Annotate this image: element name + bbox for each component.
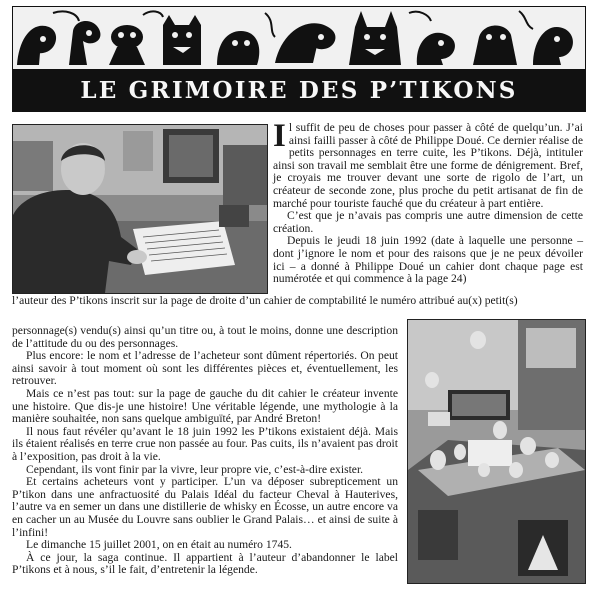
paragraph-4: Plus encore: le nom et l’adresse de l’acheteur sont dûment répertoriés. On peut ainsi savoir à tout moment où sont les différentes pièces et, éventuellement, les retrouver. [12,349,398,388]
paragraph-1: l suffit de peu de choses pour passer à côté de quelqu’un. J’ai ainsi failli passer à côté de Philippe Doué. Ce dernier réalise de petits personnages en terre cuite, les P’tikons. Déjà, intituler ainsi son travail me semblait être une forme de dénigrement. Bref, je croyais me trouver devant une sorte de rigolo de l’art, un créateur de seconde zone, plus proche du petit artisanat de fin de marché pour touriste fauché que du créateur à part entière. [273,121,583,210]
page-title: LE GRIMOIRE DES P’TIKONS [80,76,518,104]
paragraph-3-continued: l’auteur des P’tikons inscrit sur la page de droite d’un cahier de comptabilité le numéro attribué au(x) petit(s) [12,294,518,307]
paragraph-2: C’est que je n’avais pas compris une autre dimension de cette création. [273,209,583,235]
paragraph-5: Mais ce n’est pas tout: sur la page de gauche du dit cahier le créateur invente une histoire. Que dis-je une histoire! Une véritable légende, une mythologie à la manière souhaitée, non sans quelque ambiguïté, par André Breton! [12,386,398,426]
paragraph-10: À ce jour, la saga continue. Il appartient à l’auteur d’abandonner le label P’tikons et à nous, s’il le fait, d’entretenir la légende. [12,550,398,577]
paragraph-8: Et certains acheteurs vont y participer. L’un va déposer subrepticement un P’tikon dans une anfractuosité du Palais Idéal du facteur Cheval à Hauterives, l’autre va en semer un dans une distillerie de whisky en Écosse, un autre encore va en cacher un au Musée du Louvre sans oublier le Grand Palais… et ainsi de suite à l’infini! [12,475,398,539]
article-full-width-line [12,295,584,308]
figurines-photo [407,319,586,584]
paragraph-3: Depuis le jeudi 18 juin 1992 (date à laquelle une personne – dont j’ignore le nom et pour des raisons que je ne peux dévoiler ici – a donné à Philippe Doué un cahier dont chaque page est numérotée et qui commence à la page 24) [273,234,583,286]
drop-cap: I [273,118,286,154]
artist-writing-photo [12,124,268,294]
paragraph-3-end: personnage(s) vendu(s) ainsi qu’un titre ou, à tout le moins, donne une description de l’attitude du ou des personnages. [12,324,398,350]
paragraph-7: Cependant, ils vont finir par la vivre, leur propre vie, c’est-à-dire exister. [26,462,364,476]
article-main-column [12,325,398,577]
header-banner [12,6,586,112]
paragraph-9: Le dimanche 15 juillet 2001, on en était au numéro 1745. [26,538,292,552]
title-bar [13,69,585,111]
article-intro-column [273,118,583,286]
tribal-figures-illustration [13,7,585,69]
paragraph-6: Il nous faut révéler qu’avant le 18 juin 1992 les P’tikons existaient déjà. Mais ils étaient réalisés en terre crue non passée au four. Pas cuits, ils n’avaient pas droit à l’exposition, pas droit à la vie. [12,424,398,463]
